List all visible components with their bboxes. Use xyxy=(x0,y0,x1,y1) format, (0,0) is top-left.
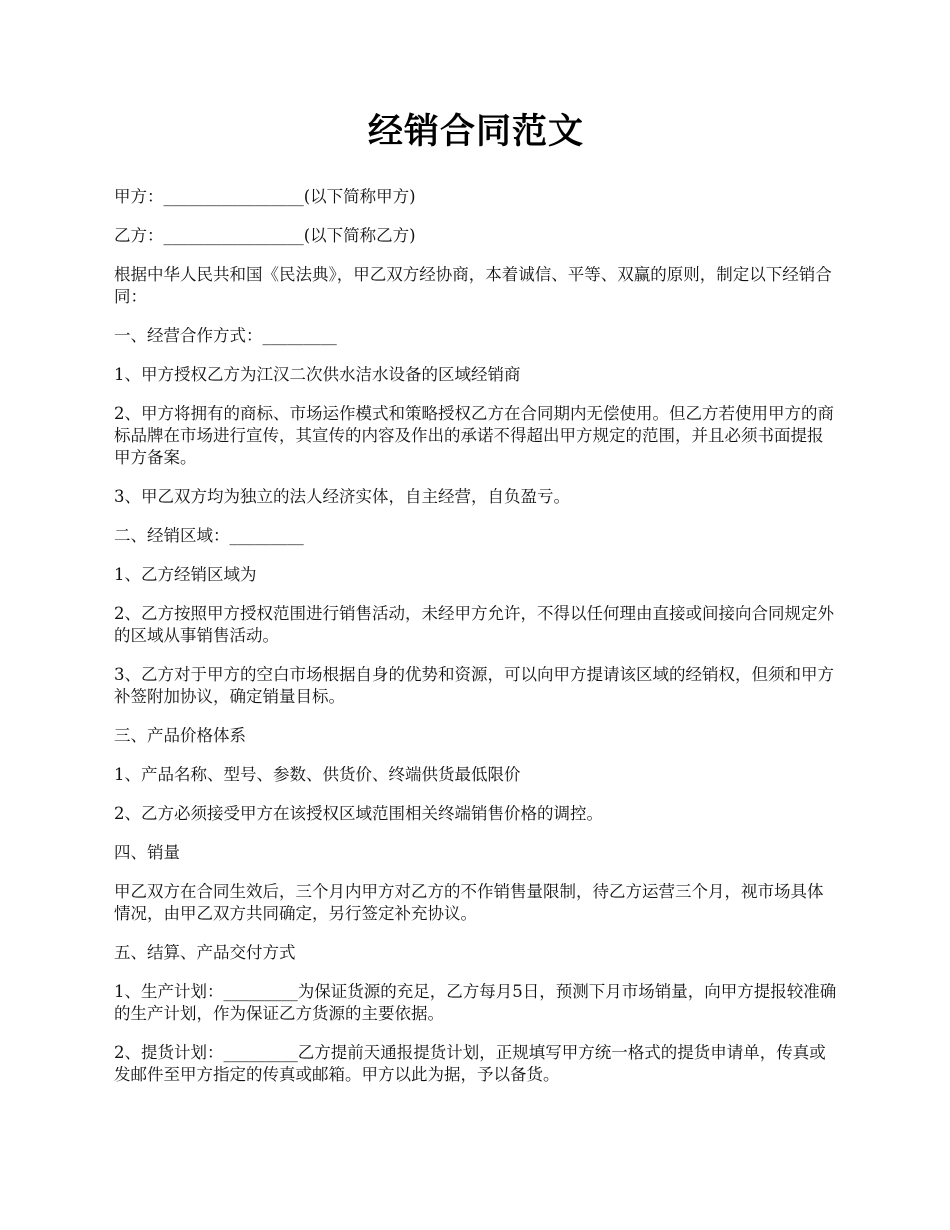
clause-paragraph: 1、生产计划：_________为保证货源的充足，乙方每月5日，预测下月市场销量，向甲方提报较准确的生产计划，作为保证乙方货源的主要依据。 xyxy=(114,982,837,1023)
clause-paragraph: 2、乙方按照甲方授权范围进行销售活动，未经甲方允许，不得以任何理由直接或间接向合同规定外的区域从事销售活动。 xyxy=(114,604,834,645)
section-heading-pricing: 三、产品价格体系 xyxy=(114,726,246,745)
clause-paragraph: 2、提货计划：_________乙方提前天通报提货计划，正规填写甲方统一格式的提货申请单，传真或发邮件至甲方指定的传真或邮箱。甲方以此为据，予以备货。 xyxy=(114,1043,826,1084)
preamble-paragraph: 根据中华人民共和国《民法典》，甲乙双方经协商，本着诚信、平等、双赢的原则，制定以下经销合同： xyxy=(114,265,832,306)
clause-paragraph: 1、甲方授权乙方为江汉二次供水洁水设备的区域经销商 xyxy=(114,365,521,384)
clause-paragraph: 3、甲乙双方均为独立的法人经济实体，自主经营，自负盈亏。 xyxy=(114,487,570,506)
clause-paragraph: 甲乙双方在合同生效后，三个月内甲方对乙方的不作销售量限制，待乙方运营三个月，视市场具体情况，由甲乙双方共同确定，另行签定补充协议。 xyxy=(114,882,824,923)
clause-paragraph: 1、产品名称、型号、参数、供货价、终端供货最低限价 xyxy=(114,765,521,784)
party-b-line: 乙方：_________________(以下简称乙方) xyxy=(114,226,416,245)
clause-paragraph: 2、甲方将拥有的商标、市场运作模式和策略授权乙方在合同期内无偿使用。但乙方若使用甲方的商标品牌在市场进行宣传，其宣传的内容及作出的承诺不得超出甲方规定的范围，并且必须书面提报甲方备案。 xyxy=(114,404,834,467)
clause-paragraph: 1、乙方经销区域为 xyxy=(114,565,257,584)
clause-paragraph: 3、乙方对于甲方的空白市场根据自身的优势和资源，可以向甲方提请该区域的经销权，但须和甲方补签附加协议，确定销量目标。 xyxy=(114,665,834,706)
section-heading-cooperation: 一、经营合作方式：_________ xyxy=(114,326,337,345)
clause-paragraph: 2、乙方必须接受甲方在该授权区域范围相关终端销售价格的调控。 xyxy=(114,804,603,823)
section-heading-region: 二、经销区域：_________ xyxy=(114,526,304,545)
document-title: 经销合同范文 xyxy=(367,111,584,152)
section-heading-settlement: 五、结算、产品交付方式 xyxy=(114,943,296,962)
section-heading-volume: 四、销量 xyxy=(114,843,180,862)
party-a-line: 甲方：_________________(以下简称甲方) xyxy=(114,187,416,206)
